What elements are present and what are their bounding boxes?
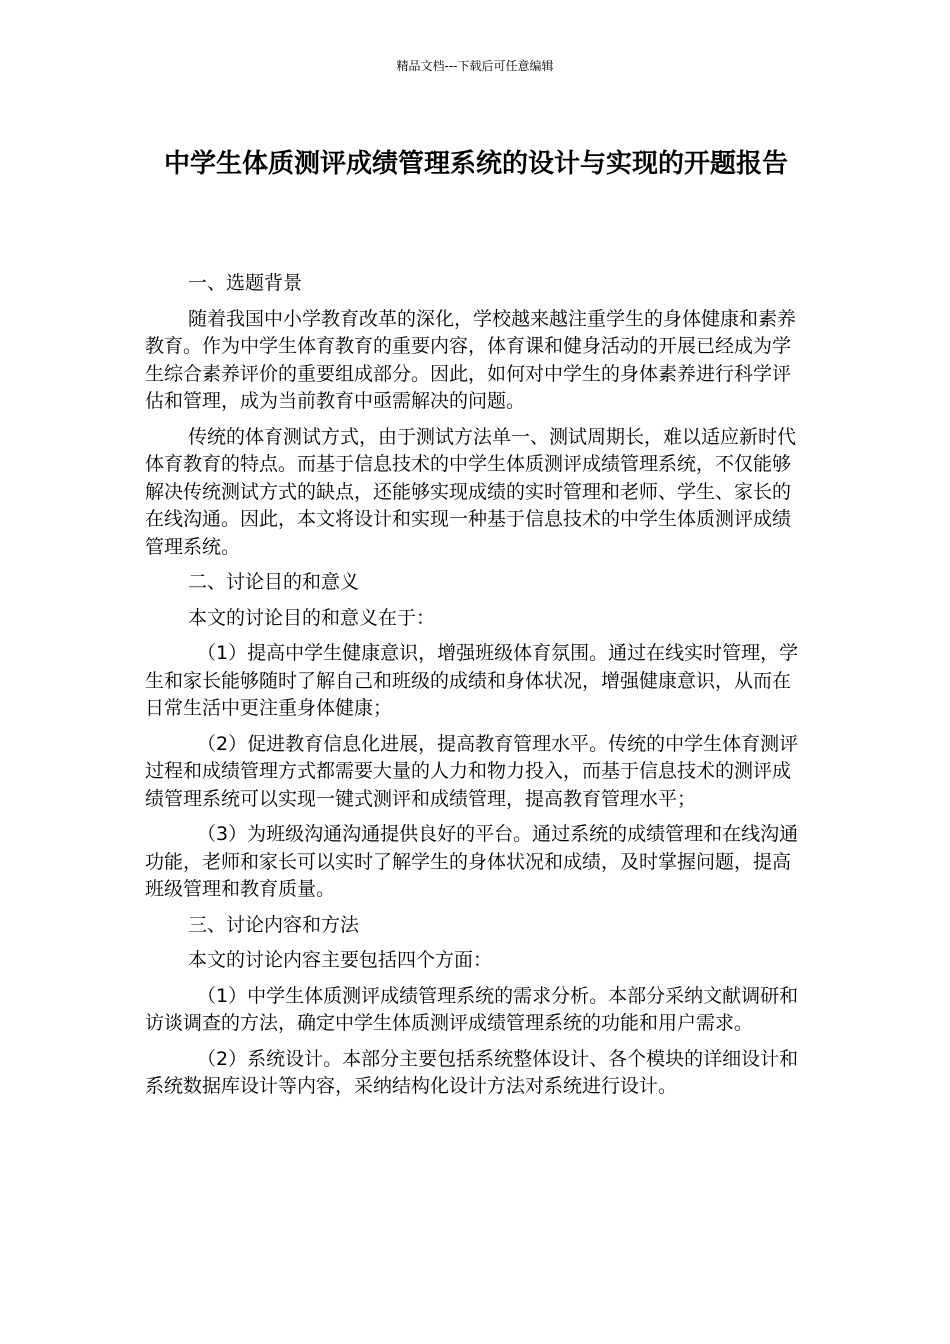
purpose-item-2: （2）促进教育信息化进展，提高教育管理水平。传统的中学生体育测评过程和成绩管理方式都需要大量的人力和物力投入，而基于信息技术的测评成绩管理系统可以实现一键式测评和成绩管理，提高教育管理水平；	[145, 732, 799, 810]
background-paragraph-1: 随着我国中小学教育改革的深化，学校越来越注重学生的身体健康和素养教育。作为中学生体育教育的重要内容，体育课和健身活动的开展已经成为学生综合素养评价的重要组成部分。因此，如何对中学生的身体素养进行科学评估和管理，成为当前教育中亟需解决的问题。	[145, 307, 797, 412]
purpose-item-3: （3）为班级沟通沟通提供良好的平台。通过系统的成绩管理和在线沟通功能，老师和家长可以实时了解学生的身体状况和成绩，及时掌握问题，提高班级管理和教育质量。	[145, 823, 799, 900]
document-body	[145, 270, 807, 1109]
document-title: 中学生体质测评成绩管理系统的设计与实现的开题报告	[163, 149, 788, 179]
section-heading-background: 一、选题背景	[188, 272, 303, 294]
section-heading-content-methods: 三、讨论内容和方法	[188, 913, 360, 936]
content-item-2: （2）系统设计。本部分主要包括系统整体设计、各个模块的详细设计和系统数据库设计等内容，采纳结构化设计方法对系统进行设计。	[145, 1047, 799, 1097]
section-heading-purpose: 二、讨论目的和意义	[188, 571, 360, 593]
content-item-1: （1）中学生体质测评成绩管理系统的需求分析。本部分采纳文献调研和访谈调查的方法，确定中学生体质测评成绩管理系统的功能和用户需求。	[145, 984, 799, 1034]
purpose-item-1: （1）提高中学生健康意识，增强班级体育氛围。通过在线实时管理，学生和家长能够随时了解自己和班级的成绩和身体状况，增强健康意识，从而在日常生活中更注重身体健康；	[145, 642, 799, 719]
purpose-intro: 本文的讨论目的和意义在于：	[188, 606, 436, 629]
background-paragraph-2: 传统的体育测试方式，由于测试方法单一、测试周期长，难以适应新时代体育教育的特点。而基于信息技术的中学生体质测评成绩管理系统，不仅能够解决传统测试方式的缺点，还能够实现成绩的实时管理和老师、学生、家长的在线沟通。因此，本文将设计和实现一种基于信息技术的中学生体质测评成绩管理系统。	[145, 425, 797, 558]
content-intro: 本文的讨论内容主要包括四个方面：	[188, 949, 493, 971]
page-header-note: 精品文档---下载后可任意编辑	[396, 59, 554, 73]
